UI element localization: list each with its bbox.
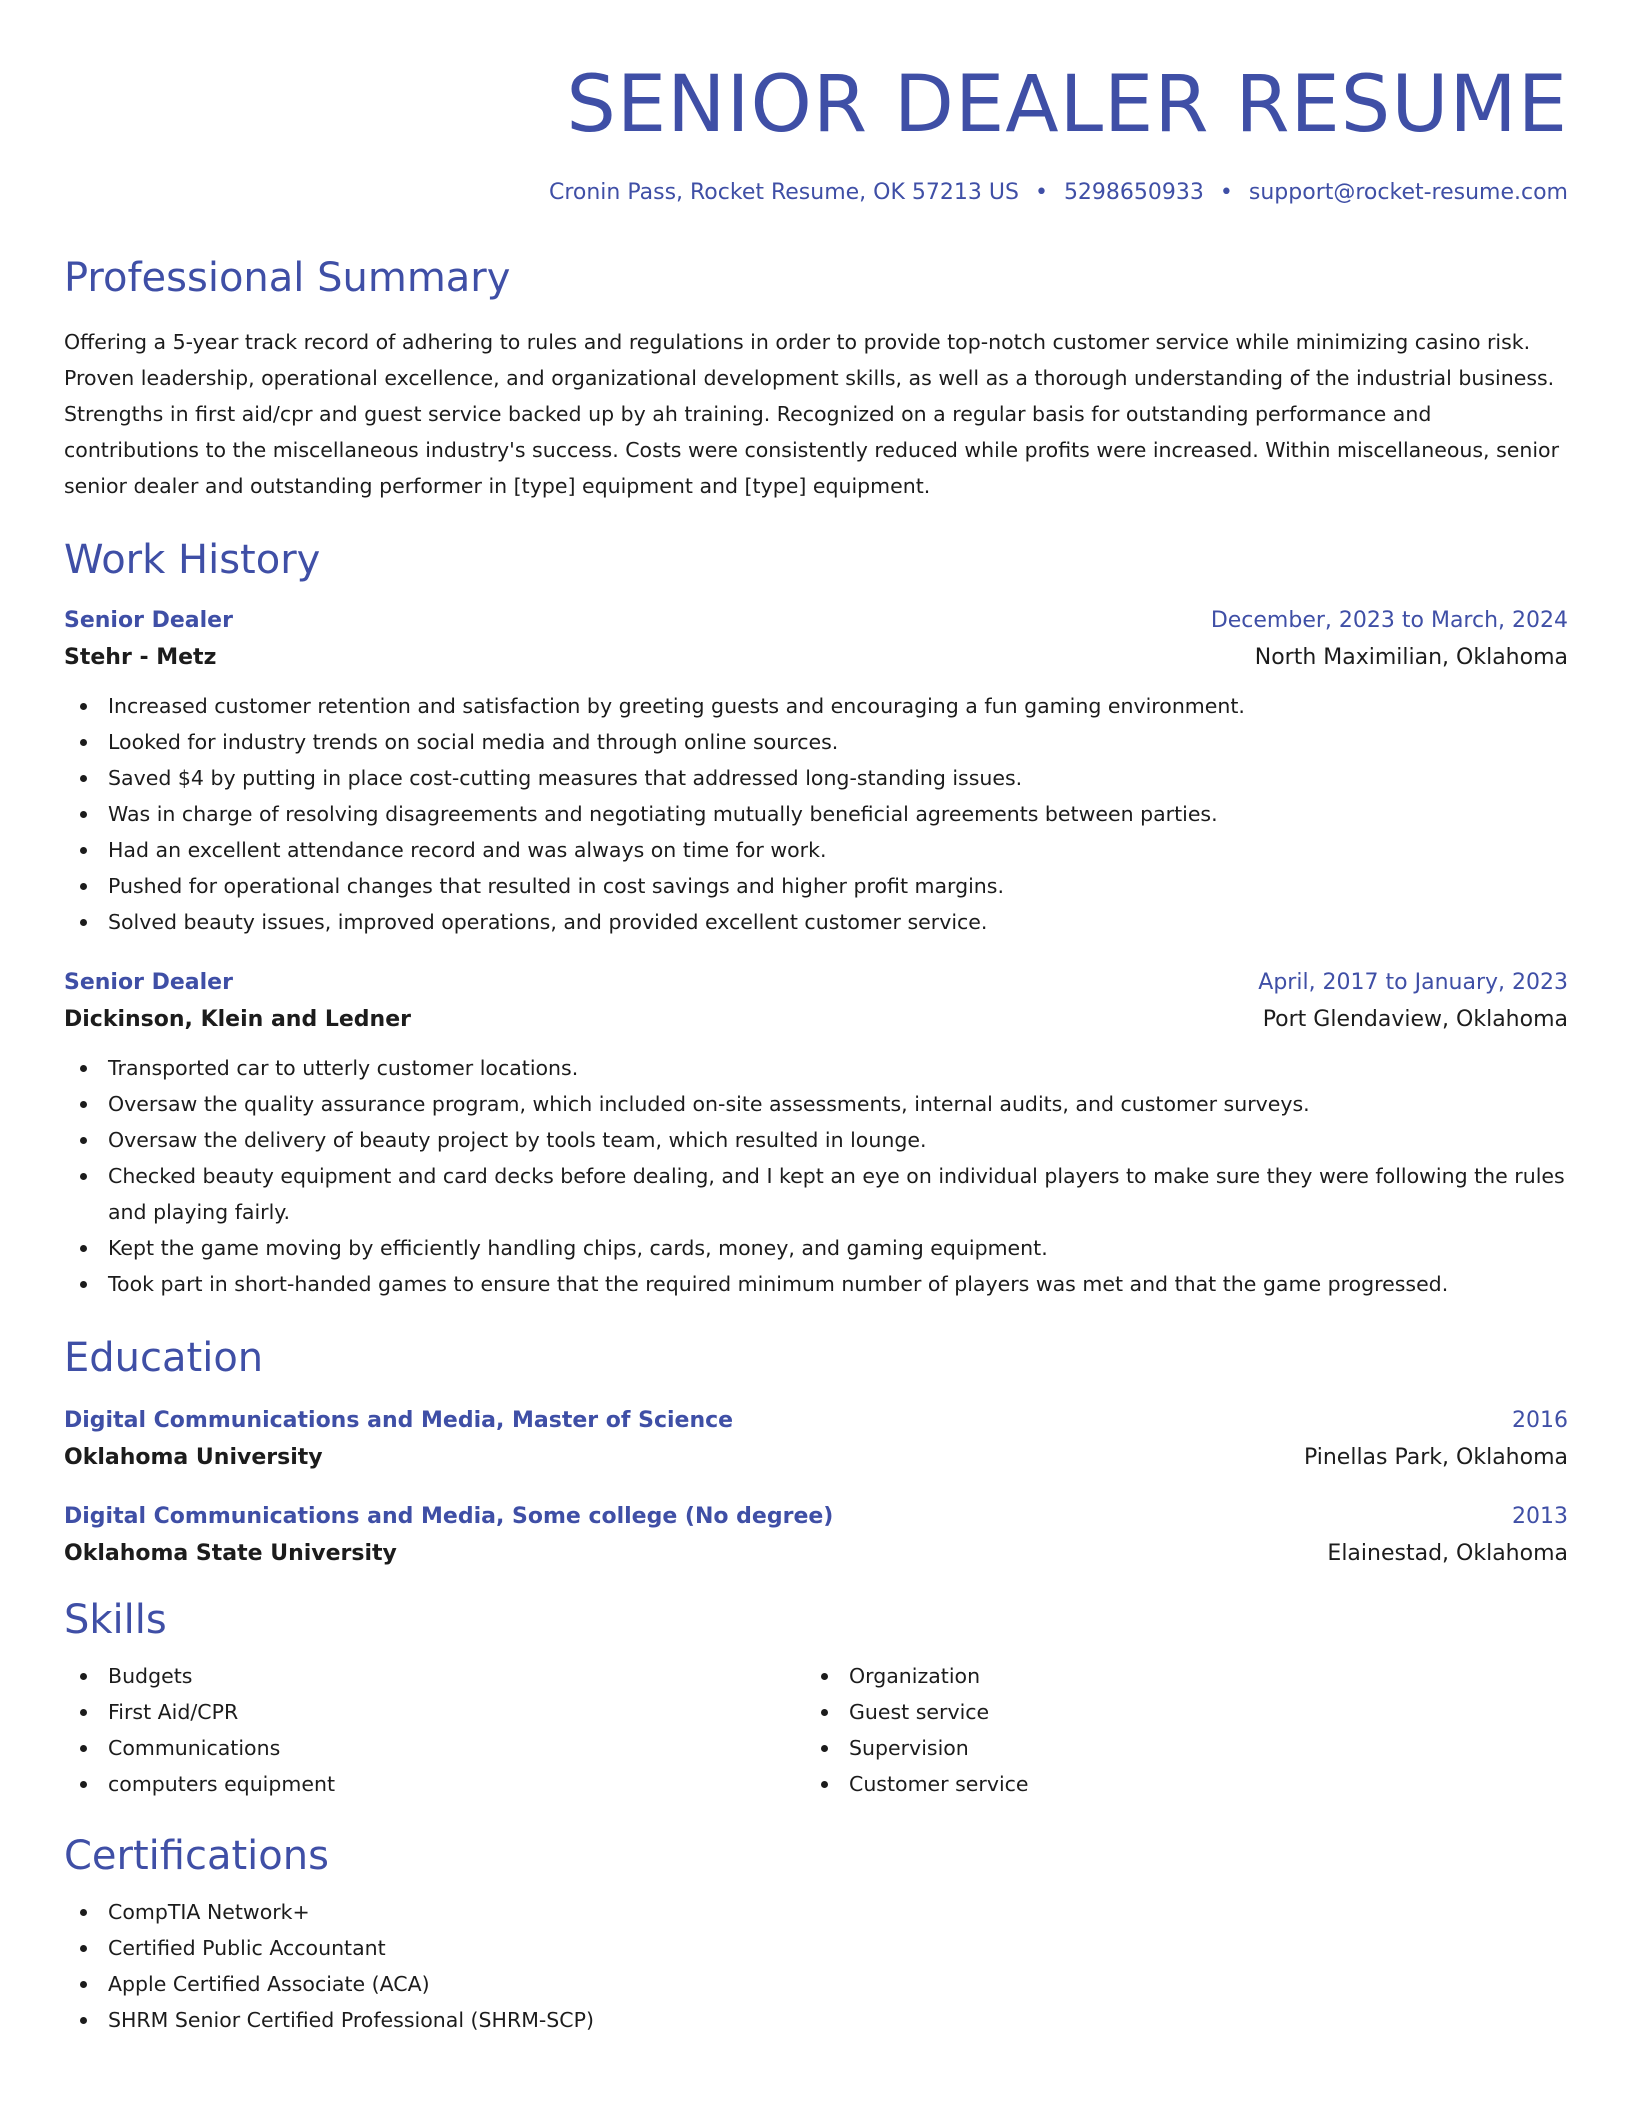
bullet-icon: [821, 1709, 828, 1716]
education-degree: Digital Communications and Media, Master of Science: [64, 1408, 734, 1433]
list-item: [64, 868, 1568, 904]
bullet-icon: [80, 703, 87, 710]
education-entry: [64, 1408, 1568, 1470]
bullet-icon: [821, 1745, 828, 1752]
skills-grid: [64, 1658, 1568, 1802]
contact-line: [64, 182, 1568, 204]
bullet-icon: [80, 1101, 87, 1108]
list-item-text: Oversaw the delivery of beauty project by tools team, which resulted in lounge.: [108, 1128, 927, 1152]
list-item-text: Increased customer retention and satisfaction by greeting guests and encouraging a fun gaming environment.: [108, 694, 1245, 718]
job-header-row: [64, 970, 1568, 995]
skill-text: Organization: [849, 1664, 981, 1688]
bullet-icon: [80, 1909, 87, 1916]
job-entry: [64, 608, 1568, 940]
certification-text: SHRM Senior Certified Professional (SHRM-SCP): [108, 2008, 594, 2032]
skill-text: Customer service: [849, 1772, 1029, 1796]
list-item-text: Had an excellent attendance record and was always on time for work.: [108, 838, 827, 862]
list-item: [805, 1694, 1546, 1730]
bullet-icon: [80, 1709, 87, 1716]
skills-list-right: [805, 1658, 1546, 1802]
list-item: [64, 760, 1568, 796]
list-item-text: Looked for industry trends on social media and through online sources.: [108, 730, 839, 754]
bullet-icon: [80, 1745, 87, 1752]
list-item: [64, 688, 1568, 724]
certifications-heading: Certifications: [64, 1833, 329, 1879]
education-header-row: [64, 1504, 1568, 1529]
bullet-icon: [80, 1981, 87, 1988]
job-bullets: [64, 1050, 1568, 1302]
contact-address: Cronin Pass, Rocket Resume, OK 57213 US: [548, 180, 1019, 205]
bullet-icon: [80, 811, 87, 818]
list-item: [805, 1658, 1546, 1694]
bullet-icon: [80, 1173, 87, 1180]
list-item: [64, 1230, 1568, 1266]
list-item: [64, 1122, 1568, 1158]
list-item: [64, 1158, 1568, 1230]
bullet-icon: [80, 1245, 87, 1252]
list-item: [64, 1930, 1568, 1966]
list-item: [64, 1050, 1568, 1086]
bullet-icon: [80, 739, 87, 746]
list-item-text: Saved $4 by putting in place cost-cutting measures that addressed long-standing issues.: [108, 766, 1023, 790]
bullet-icon: [821, 1781, 828, 1788]
job-company: Stehr - Metz: [64, 645, 217, 670]
job-role: Senior Dealer: [64, 970, 233, 995]
education-year: 2013: [1512, 1504, 1568, 1529]
education-location: Elainestad, Oklahoma: [1327, 1541, 1568, 1566]
list-item: [64, 904, 1568, 940]
certification-text: CompTIA Network+: [108, 1900, 310, 1924]
bullet-icon: [80, 1673, 87, 1680]
skill-text: Communications: [108, 1736, 281, 1760]
bullet-icon: [80, 1781, 87, 1788]
list-item: [64, 1966, 1568, 2002]
list-item: [64, 1730, 805, 1766]
list-item: [64, 2002, 1568, 2038]
education-degree: Digital Communications and Media, Some college (No degree): [64, 1504, 834, 1529]
list-item: [805, 1730, 1546, 1766]
list-item: [64, 1894, 1568, 1930]
bullet-icon: [821, 1673, 828, 1680]
education-header-row: [64, 1408, 1568, 1433]
list-item: [64, 1766, 805, 1802]
education-school: Oklahoma University: [64, 1445, 323, 1470]
job-company: Dickinson, Klein and Ledner: [64, 1007, 411, 1032]
education-school-row: [64, 1445, 1568, 1470]
bullet-icon: [80, 1945, 87, 1952]
summary-text: Offering a 5-year track record of adhering to rules and regulations in order to provide top-notch customer service while minimizing casino risk. Proven leadership, operational excellence, and organizational development skills, as well as a thorough understanding of the industrial business. Strengths in first aid/cpr and guest service backed up by ah training. Recognized on a regular basis for outstanding performance and contributions to the miscellaneous industry's success. Costs were consistently reduced while profits were increased. Within miscellaneous, senior senior dealer and outstanding performer in [type] equipment and [type] equipment.: [64, 330, 1560, 498]
contact-separator: •: [1034, 180, 1048, 205]
list-item: [805, 1766, 1546, 1802]
bullet-icon: [80, 2017, 87, 2024]
contact-phone: 5298650933: [1063, 180, 1204, 205]
list-item: [64, 832, 1568, 868]
list-item-text: Pushed for operational changes that resulted in cost savings and higher profit margins.: [108, 874, 1004, 898]
list-item-text: Solved beauty issues, improved operations, and provided excellent customer service.: [108, 910, 988, 934]
bullet-icon: [80, 847, 87, 854]
contact-separator: •: [1219, 180, 1233, 205]
list-item-text: Transported car to utterly customer locations.: [108, 1056, 579, 1080]
bullet-icon: [80, 1137, 87, 1144]
job-location: North Maximilian, Oklahoma: [1254, 645, 1568, 670]
job-company-row: [64, 1007, 1568, 1032]
list-item-text: Was in charge of resolving disagreements and negotiating mutually beneficial agreements between parties.: [108, 802, 1218, 826]
education-school-row: [64, 1541, 1568, 1566]
list-item-text: Checked beauty equipment and card decks before dealing, and I kept an eye on individual players to make sure they were following the rules and playing fairly.: [108, 1164, 1565, 1224]
job-role: Senior Dealer: [64, 608, 233, 633]
bullet-icon: [80, 1281, 87, 1288]
certification-text: Certified Public Accountant: [108, 1936, 386, 1960]
bullet-icon: [80, 919, 87, 926]
bullet-icon: [80, 775, 87, 782]
skill-text: computers equipment: [108, 1772, 336, 1796]
list-item: [64, 1658, 805, 1694]
contact-email[interactable]: support@rocket-resume.com: [1248, 180, 1568, 205]
bullet-icon: [80, 1065, 87, 1072]
list-item: [64, 1694, 805, 1730]
list-item: [64, 796, 1568, 832]
skills-list-left: [64, 1658, 805, 1802]
list-item: [64, 724, 1568, 760]
list-item-text: Oversaw the quality assurance program, which included on-site assessments, internal audits, and customer surveys.: [108, 1092, 1310, 1116]
education-heading: Education: [64, 1335, 264, 1381]
summary-heading: Professional Summary: [64, 255, 511, 301]
list-item: [64, 1086, 1568, 1122]
list-item-text: Kept the game moving by efficiently handling chips, cards, money, and gaming equipment.: [108, 1236, 1048, 1260]
job-company-row: [64, 645, 1568, 670]
certifications-list: [64, 1894, 1568, 2038]
skill-text: Guest service: [849, 1700, 990, 1724]
skills-heading: Skills: [64, 1597, 167, 1643]
education-entry: [64, 1504, 1568, 1566]
certification-text: Apple Certified Associate (ACA): [108, 1972, 430, 1996]
skill-text: Supervision: [849, 1736, 969, 1760]
job-entry: [64, 970, 1568, 1302]
education-year: 2016: [1512, 1408, 1568, 1433]
job-bullets: [64, 688, 1568, 940]
list-item: [64, 1266, 1568, 1302]
work-history-heading: Work History: [64, 537, 321, 583]
job-dates: December, 2023 to March, 2024: [1210, 608, 1568, 633]
list-item-text: Took part in short-handed games to ensure that the required minimum number of players was met and that the game progressed.: [108, 1272, 1449, 1296]
resume-title: SENIOR DEALER RESUME: [566, 60, 1568, 150]
education-location: Pinellas Park, Oklahoma: [1303, 1445, 1568, 1470]
skill-text: Budgets: [108, 1664, 193, 1688]
job-header-row: [64, 608, 1568, 633]
job-location: Port Glendaview, Oklahoma: [1262, 1007, 1568, 1032]
job-dates: April, 2017 to January, 2023: [1258, 970, 1568, 995]
skill-text: First Aid/CPR: [108, 1700, 239, 1724]
bullet-icon: [80, 883, 87, 890]
education-school: Oklahoma State University: [64, 1541, 397, 1566]
